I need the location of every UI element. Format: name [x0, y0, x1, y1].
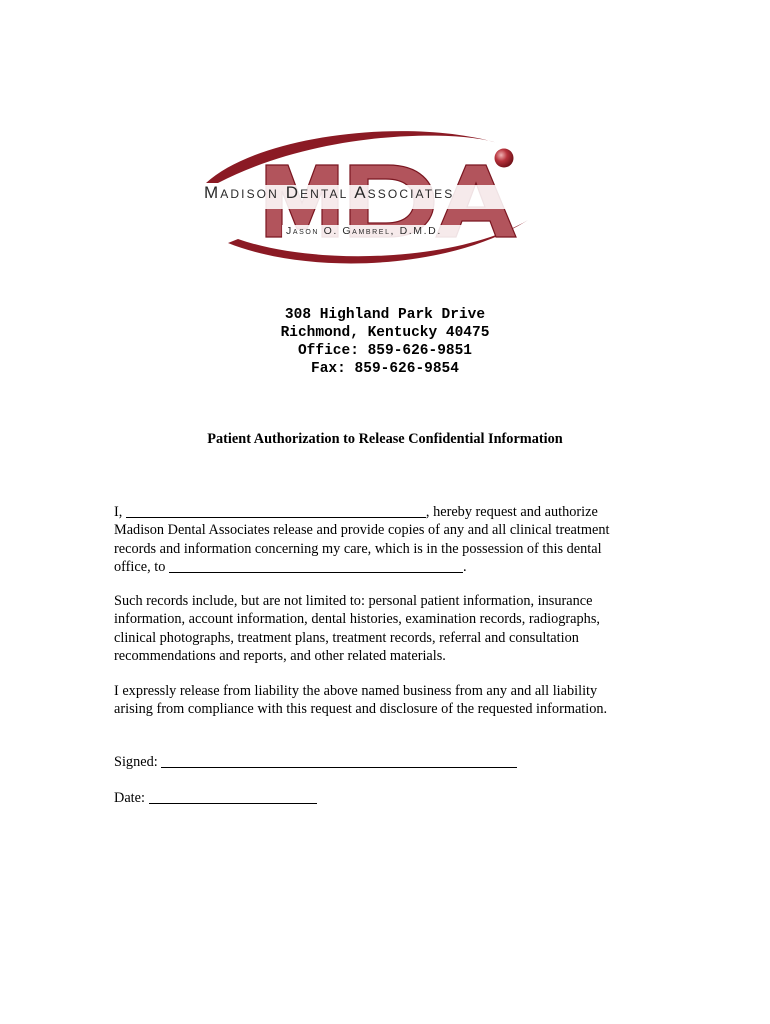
records-line: Such records include, but are not limited to: personal patient information, insurance: [114, 593, 593, 609]
authorization-line-2: Madison Dental Associates release and provide copies of any and all clinical treatment: [114, 522, 610, 539]
signed-label: Signed:: [114, 754, 158, 770]
address-street: 308 Highland Park Drive: [284, 307, 486, 323]
date-field[interactable]: [149, 790, 317, 804]
date-row: [114, 789, 674, 807]
date-label: Date:: [114, 790, 145, 806]
logo-doctor-name: Jason O. Gambrel, D.M.D.: [286, 225, 442, 237]
address-fax: Fax: 859-626-9854: [311, 361, 459, 377]
recipient-field[interactable]: [169, 559, 463, 573]
liability-line: arising from compliance with this request and disclosure of the requested information.: [114, 701, 608, 718]
document-title: Patient Authorization to Release Confidential Information: [207, 431, 563, 447]
signature-field[interactable]: [161, 754, 517, 768]
records-paragraph: [114, 592, 674, 665]
liability-line: I expressly release from liability the above named business from any and all liability: [114, 683, 598, 699]
authorization-suffix: , hereby request and authorize: [425, 504, 598, 520]
authorization-line-3: records and information concerning my care, which is in the possession of this dental: [114, 540, 602, 557]
signature-row: [114, 753, 674, 771]
records-line: recommendations and reports, and other related materials.: [114, 647, 446, 664]
address-block: [0, 306, 770, 378]
records-line: information, account information, dental histories, examination records, radiographs,: [114, 611, 600, 628]
recipient-prefix: office, to: [114, 558, 166, 575]
authorization-paragraph: [114, 503, 674, 576]
address-office-phone: Office: 859-626-9851: [297, 343, 473, 359]
recipient-suffix: .: [462, 558, 467, 575]
logo-practice-name: Madison Dental Associates: [204, 183, 455, 202]
authorization-prefix: I,: [114, 504, 123, 520]
address-city: Richmond, Kentucky 40475: [280, 325, 490, 341]
records-line: clinical photographs, treatment plans, treatment records, referral and consultation: [114, 629, 579, 646]
practice-logo: [198, 125, 564, 273]
liability-paragraph: [114, 682, 674, 719]
patient-name-field[interactable]: [126, 504, 426, 518]
